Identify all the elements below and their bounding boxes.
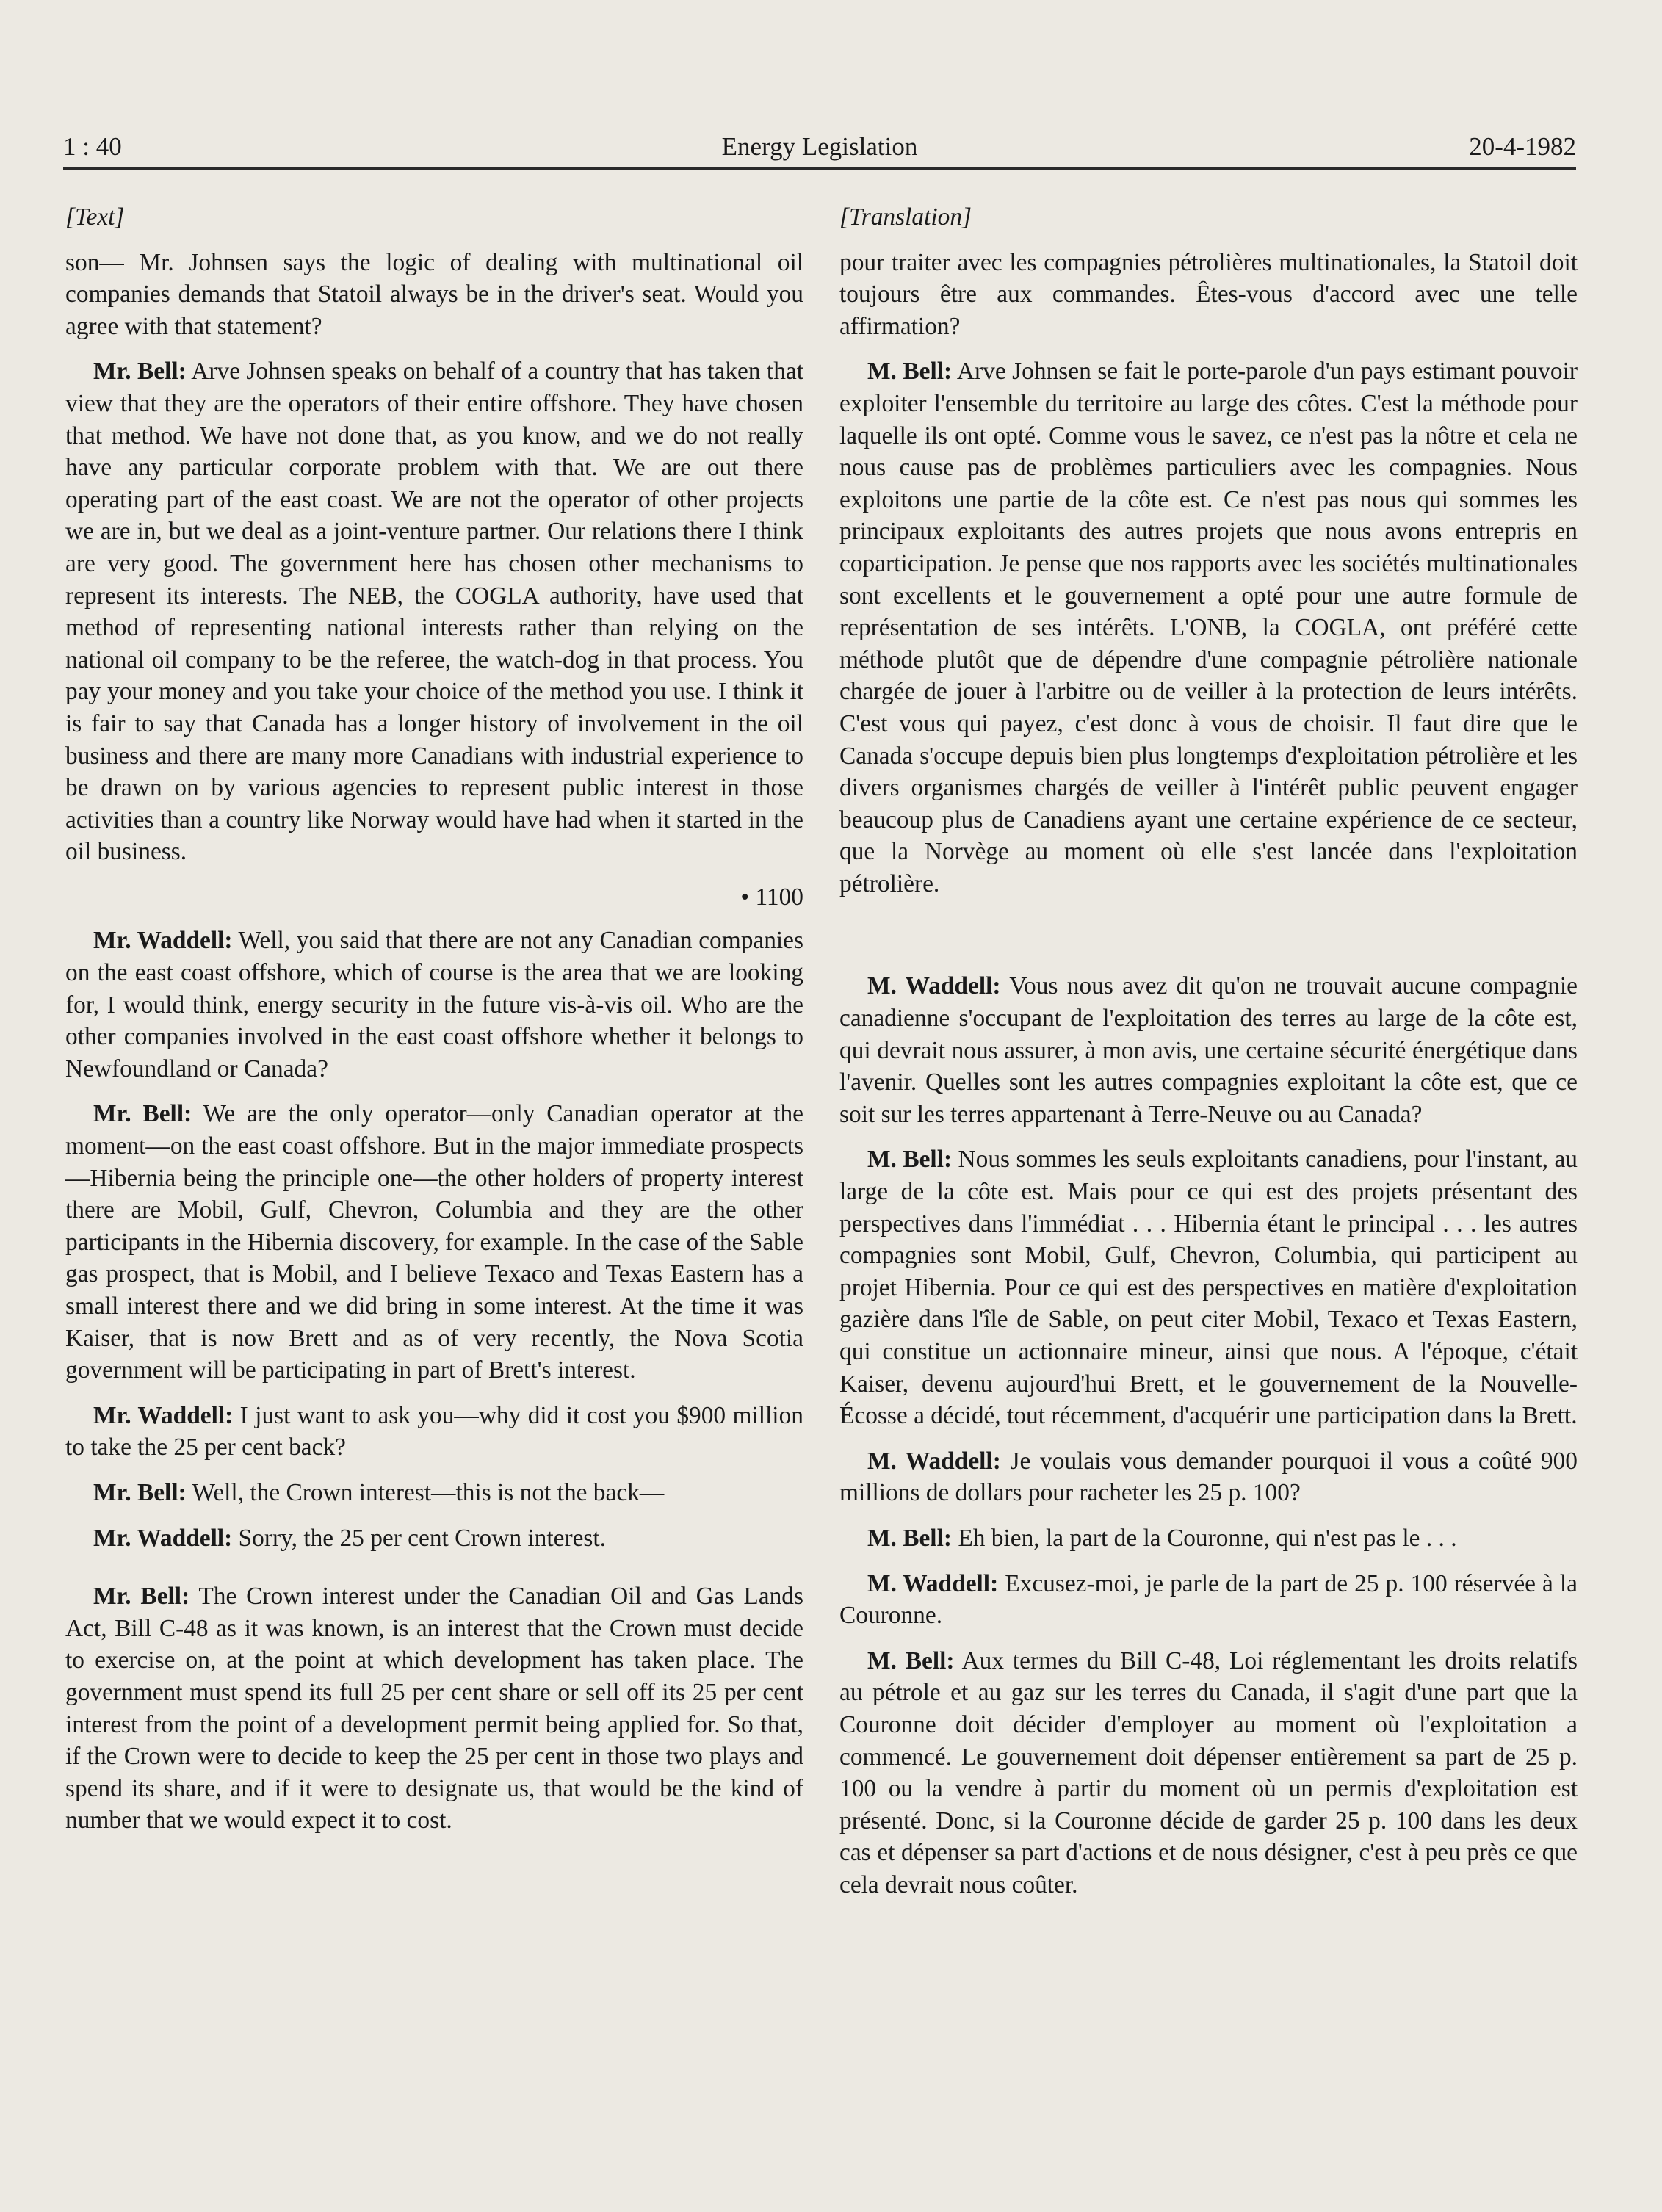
- speaker-name: M. Bell:: [867, 1524, 952, 1552]
- speech-paragraph: [839, 355, 1578, 900]
- speech-paragraph: [839, 1568, 1578, 1632]
- speech-paragraph: [65, 355, 803, 868]
- time-marker: • 1100: [740, 883, 803, 911]
- running-title: Energy Legislation: [721, 132, 918, 161]
- speaker-name: Mr. Bell:: [93, 1583, 190, 1611]
- speech-text: Arve Johnsen se fait le porte-parole d'un pays estimant pouvoir exploiter l'ensemble du territoire au large des côtes. C'est la méthode pour laquelle ils ont opté. Comme vous le savez, ce n'est pas la nôtre et cela ne nous cause pas de problèmes particuliers avec les compagnies. Nous exploitons une partie de la côte est. Ce n'est pas nous qui sommes les principaux exploitants des autres projets que nous avons entrepris en coparticipation. Je pense que nos rapports avec les sociétés multinationales sont excellents et le gouvernement a opté pour une autre formule de représentation de ses intérêts. L'ONB, la COGLA, ont préféré cette méthode plutôt que de dépendre d'une compagnie pétrolière nationale chargée de jouer à l'arbitre ou de veiller à la protection de leurs intérêts. C'est vous qui payez, c'est donc à vous de choisir. Il faut dire que le Canada s'occupe depuis bien plus longtemps d'exploitation pétrolière et les divers organismes chargés de veiller à l'intérêt public peuvent engager beaucoup plus de Canadiens ayant une certaine expérience de ce secteur, que la Norvège au moment où elle s'est lancée dans l'exploitation pétrolière.: [839, 358, 1578, 897]
- speaker-name: M. Waddell:: [867, 1569, 999, 1597]
- speaker-name: Mr. Bell:: [93, 1100, 192, 1128]
- speech-text: The Crown interest under the Canadian Oil and Gas Lands Act, Bill C-48 as it was known, is an interest that the Crown must decide to exercise on, at the point at which development has taken place. The government must spend its full 25 per cent share or sell off its 25 per cent interest from the point of a development permit being applied for. So that, if the Crown were to decide to keep the 25 per cent in those two plays and spend its share, and if it were to designate us, that would be the kind of number that we would expect it to cost.: [65, 1583, 803, 1835]
- speaker-name: Mr. Bell:: [93, 358, 187, 386]
- speaker-name: M. Waddell:: [867, 972, 1001, 1000]
- french-column: [839, 201, 1578, 1915]
- speech-paragraph: [839, 1143, 1578, 1431]
- speaker-name: M. Bell:: [867, 1647, 955, 1674]
- speaker-name: Mr. Bell:: [93, 1478, 187, 1506]
- page-header: [63, 129, 1576, 170]
- speech-text: Eh bien, la part de la Couronne, qui n'est pas le . . .: [951, 1524, 1457, 1552]
- speech-text: Well, the Crown interest—this is not the back—: [186, 1478, 665, 1506]
- speech-paragraph: [65, 1580, 803, 1837]
- speech-paragraph: [839, 970, 1578, 1130]
- header-date: 20-4-1982: [1469, 132, 1576, 161]
- speech-text: Sorry, the 25 per cent Crown interest.: [232, 1524, 607, 1552]
- speech-text: Nous sommes les seuls exploitants canadiens, pour l'instant, au large de la côte est. Mais pour ce qui est des projets présentant des perspectives dans l'immédiat . . . Hibernia étant le principal . . . les autres compagnies sont Mobil, Gulf, Chevron, Columbia, qui participent au projet Hibernia. Pour ce qui est des perspectives en matière d'exploitation gazière dans l'île de Sable, on peut citer Mobil, Texaco et Texas Eastern, qui constitue un actionnaire mineur, ainsi que nous. A l'époque, c'était Kaiser, devenu aujourd'hui Brett, et le gouvernement de la Nouvelle-Écosse a décidé, tout récemment, d'acquérir une participation dans la Brett.: [839, 1146, 1578, 1430]
- speech-paragraph: [65, 1477, 803, 1509]
- page-number: 1 : 40: [63, 132, 122, 161]
- column-label-text: [Text]: [65, 203, 125, 231]
- continued-paragraph: pour traiter avec les compagnies pétrolières multinationales, la Statoil doit toujours être aux commandes. Êtes-vous d'accord avec une telle affirmation?: [839, 248, 1578, 340]
- speech-text: Excusez-moi, je parle de la part de 25 p. 100 réservée à la Couronne.: [839, 1569, 1578, 1630]
- speech-text: Vous nous avez dit qu'on ne trouvait aucune compagnie canadienne s'occupant de l'exploitation des terres au large de la côte est, qui devrait nous assurer, à mon avis, une certaine sécurité énergétique dans l'avenir. Quelles sont les autres compagnies exploitant la côte est, que ce soit sur les terres appartenant à Terre-Neuve ou au Canada?: [839, 972, 1578, 1128]
- speaker-name: Mr. Waddell:: [93, 1524, 233, 1552]
- speech-text: Arve Johnsen speaks on behalf of a country that has taken that view that they are the operators of their entire offshore. They have chosen that method. We have not done that, as you know, and we do not really have any particular corporate problem with that. We are out there operating part of the east coast. We are not the operator of other projects we are in, but we deal as a joint-venture partner. Our relations there I think are very good. The government here has chosen other mechanisms to represent its interests. The NEB, the COGLA authority, have used that method of representing national interests rather than relying on the national oil company to be the referee, the watch-dog in that process. You pay your money and you take your choice of the method you use. I think it is fair to say that Canada has a longer history of involvement in the oil business and there are many more Canadians with industrial experience to be drawn on by various agencies to represent public interest in those activities than a country like Norway would have had when it started in the oil business.: [65, 358, 803, 866]
- speech-paragraph: [839, 1522, 1578, 1555]
- speaker-name: M. Bell:: [867, 1146, 953, 1174]
- speech-text: We are the only operator—only Canadian operator at the moment—on the east coast offshore. But in the major immediate prospects—Hibernia being the principle one—the other holders of property interest there are Mobil, Gulf, Chevron, Columbia and they are the other participants in the Hibernia discovery, for example. In the case of the Sable gas prospect, that is Mobil, and I believe Texaco and Texas Eastern has a small interest there and we did bring in some interest. At the time it was Kaiser, that is now Brett and as of very recently, the Nova Scotia government will be participating in part of Brett's interest.: [65, 1100, 804, 1384]
- speech-paragraph: [65, 1098, 803, 1386]
- continued-paragraph: son— Mr. Johnsen says the logic of dealing with multinational oil companies demands that Statoil always be in the driver's seat. Would you agree with that statement?: [65, 248, 803, 340]
- speech-text: Je voulais vous demander pourquoi il vous a coûté 900 millions de dollars pour racheter les 25 p. 100?: [839, 1447, 1578, 1507]
- speech-text: I just want to ask you—why did it cost you $900 million to take the 25 per cent back?: [65, 1401, 803, 1461]
- speech-paragraph: [839, 1645, 1578, 1901]
- speech-text: Aux termes du Bill C-48, Loi réglementant les droits relatifs au pétrole et au gaz sur les terres du Canada, il s'agit d'une part que la Couronne doit décider d'employer au moment où l'exploitation a commencé. Le gouvernement doit dépenser entièrement sa part de 25 p. 100 ou la vendre à partir du moment où un permis d'exploitation est présenté. Donc, si la Couronne décide de garder 25 p. 100 dans les deux cas et dépenser sa part d'actions et de nous désigner, c'est à peu près ce que cela devrait nous coûter.: [839, 1647, 1578, 1898]
- speech-paragraph: [65, 1400, 803, 1464]
- speech-paragraph: [65, 925, 803, 1085]
- speech-paragraph: [65, 1522, 803, 1555]
- speech-text: Well, you said that there are not any Canadian companies on the east coast offshore, which of course is the area that we are looking for, I would think, energy security in the future vis-à-vis oil. Who are the other companies involved in the east coast offshore whether it belongs to Newfoundland or Canada?: [65, 927, 803, 1082]
- speaker-name: Mr. Waddell:: [93, 1401, 234, 1429]
- speaker-name: M. Waddell:: [867, 1447, 1001, 1475]
- english-column: [65, 201, 803, 1850]
- speaker-name: M. Bell:: [867, 358, 953, 386]
- column-label-translation: [Translation]: [839, 203, 972, 231]
- speech-paragraph: [839, 1445, 1578, 1509]
- speaker-name: Mr. Waddell:: [93, 927, 233, 955]
